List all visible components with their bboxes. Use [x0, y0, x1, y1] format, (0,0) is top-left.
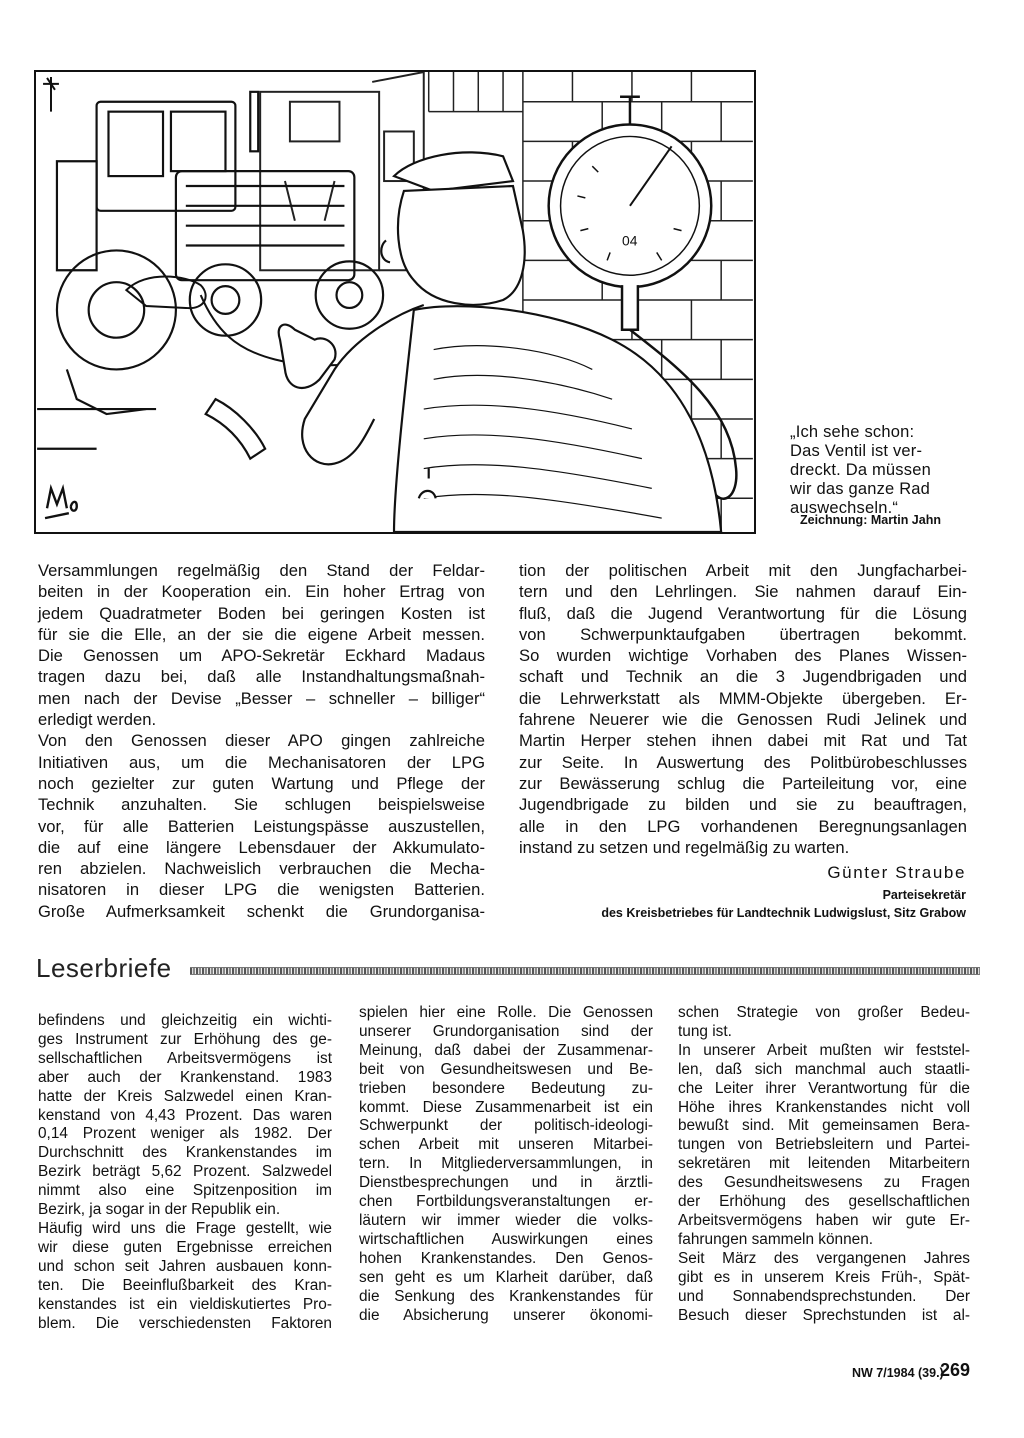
text-line: schen Arbeit mit unseren Mitarbei-	[359, 1136, 653, 1154]
text-line: Von den Genossen dieser APO gingen zahlreiche	[38, 731, 485, 751]
text-line: wir diese guten Ergebnisse erreichen	[38, 1238, 332, 1256]
cartoon-drawing	[36, 72, 754, 532]
caption-line: auswechseln.“	[790, 499, 899, 517]
letters-column-1	[38, 1012, 332, 1333]
text-line: ges Instrument zur Erhöhung des ge-	[38, 1030, 332, 1048]
text-line: des Gesundheitswesens zu Fragen	[678, 1174, 970, 1192]
letters-column-3	[678, 1004, 970, 1325]
page-number: 269	[940, 1360, 971, 1380]
text-line: fahrene Neuerer wie die Genossen Rudi Jelinek und	[519, 710, 967, 730]
text-line: blem. Die verschiedensten Faktoren	[38, 1314, 332, 1332]
text-line: alle in den LPG vorhandenen Beregnungsanlagen	[519, 816, 967, 836]
text-line: Seit März des vergangenen Jahres	[678, 1249, 970, 1267]
text-line: läutern wir immer wieder die volks-	[359, 1211, 653, 1229]
text-line: So wurden wichtige Vorhaben des Planes Wissen-	[519, 646, 967, 666]
drawing-credit: Zeichnung: Martin Jahn	[800, 513, 941, 527]
text-line: Technik anzuhalten. Sie schlugen beispielsweise	[38, 795, 485, 815]
text-line: Jugendbrigade zu bilden und sie zu beauftragen,	[519, 795, 967, 815]
section-heading: Leserbriefe	[36, 953, 172, 983]
text-line: schen Strategie von großer Bedeu-	[678, 1004, 970, 1021]
cartoon-illustration	[34, 70, 756, 534]
text-line: Große Aufmerksamkeit schenkt die Grundorganisa-	[38, 901, 485, 921]
text-line: gibt es in unserem Kreis Früh-, Spät-	[678, 1268, 970, 1286]
text-line: von Schwerpunktaufgaben übertragen bekommt.	[519, 624, 967, 644]
text-line: beiten in der Kooperation ein. Ein hoher Ertrag von	[38, 582, 485, 602]
caption-line: dreckt. Da müssen	[790, 461, 931, 479]
text-line: sellschaftlichen Arbeitsvermögens ist	[38, 1049, 332, 1067]
text-line: die auf eine längere Lebensdauer der Akkumulato-	[38, 837, 485, 857]
text-line: und Sonnabendsprechstunden. Der	[678, 1287, 970, 1305]
text-line: Schwerpunkt der politisch-ideologi-	[359, 1117, 653, 1135]
text-line: tragen dazu bei, daß alle Instandhaltungsmaßnah-	[38, 667, 485, 687]
text-line: tion der politischen Arbeit mit den Jungfacharbei-	[519, 561, 967, 580]
text-line: trieben besondere Bedeutung zu-	[359, 1079, 653, 1097]
text-line: erledigt werden.	[38, 710, 157, 730]
text-line: nimmt also eine Spitzenposition im	[38, 1182, 332, 1200]
text-line: kenstand von 4,43 Prozent. Das waren	[38, 1106, 332, 1124]
caption-line: Das Ventil ist ver-	[790, 442, 923, 460]
gauge-number: 04	[622, 232, 638, 249]
article-column-left	[38, 560, 485, 922]
text-line: len, daß sich manchmal auch staatli-	[678, 1060, 970, 1078]
text-line: wirtschaftlichen Auswirkungen eines	[359, 1230, 653, 1248]
text-line: Dienstbesprechungen und in ärztli-	[359, 1174, 653, 1192]
text-line: tern und den Lehrlingen. Sie nahmen darauf Ein-	[519, 582, 967, 602]
text-line: Initiativen aus, um die Mechanisatoren der LPG	[38, 752, 485, 772]
text-line: für sie die Elle, an der sie die eigene Arbeit messen.	[38, 624, 485, 644]
text-line: hohen Krankenstandes. Den Genos-	[359, 1249, 653, 1267]
cartoon-caption	[790, 423, 990, 518]
artist-signature	[45, 488, 77, 518]
text-line: tung ist.	[678, 1022, 732, 1040]
section-rule	[190, 967, 980, 975]
text-line: tungen von Betriebsleitern und Partei-	[678, 1136, 970, 1154]
text-line: jedem Quadratmeter Boden bei geringen Kosten ist	[38, 603, 485, 623]
text-line: nisatoren in dieser LPG die wenigsten Batterien.	[38, 880, 485, 900]
text-line: unserer Grundorganisation sind der	[359, 1022, 653, 1040]
text-line: chen Fortbildungsveranstaltungen er-	[359, 1193, 653, 1211]
text-line: In unserer Arbeit mußten wir feststel-	[678, 1041, 970, 1059]
text-line: Martin Herper stehen ihnen dabei mit Rat und Tat	[519, 731, 967, 751]
text-line: noch gezielter zur guten Wartung und Pflege der	[38, 773, 485, 793]
article-column-right	[519, 560, 967, 858]
text-line: sekretären mit leitenden Mitarbeitern	[678, 1155, 970, 1173]
text-line: kenstandes ist ein vieldiskutiertes Pro-	[38, 1295, 332, 1313]
text-line: Höhe ihres Krankenstandes nicht voll	[678, 1098, 970, 1116]
text-line: bewußt sind. Mit gemeinsamen Bera-	[678, 1117, 970, 1135]
text-line: men nach der Devise „Besser – schneller – billiger“	[38, 688, 485, 708]
text-line: aber auch der Krankenstand. 1983	[38, 1068, 332, 1086]
text-line: die Senkung des Krankenstandes für	[359, 1287, 653, 1305]
text-line: sen geht es um Klarheit darüber, daß	[359, 1268, 653, 1286]
text-line: Durchschnitt des Krankenstandes im	[38, 1144, 332, 1162]
text-line: und schon seit Jahren ausbauen konn-	[38, 1257, 332, 1275]
text-line: die Lehrwerkstatt als MMM-Objekte übergeben. Er-	[519, 688, 967, 708]
text-line: hatte der Kreis Salzwedel einen Kran-	[38, 1087, 332, 1105]
text-line: der Erhöhung des gesellschaftlichen	[678, 1193, 970, 1211]
text-line: 0,14 Prozent weniger als 1982. Der	[38, 1125, 332, 1143]
text-line: die Absicherung unserer ökonomi-	[359, 1306, 653, 1324]
text-line: instand zu setzen und regelmäßig zu warten.	[519, 837, 850, 857]
text-line: Die Genossen um APO-Sekretär Eckhard Madaus	[38, 646, 485, 666]
article-author: Günter Straube	[827, 863, 966, 882]
text-line: kommt. Diese Zusammenarbeit ist ein	[359, 1098, 653, 1116]
caption-line: „Ich sehe schon:	[790, 423, 915, 441]
text-line: Arbeitsvermögens haben wir gute Er-	[678, 1211, 970, 1229]
text-line: schaft und Technik an die 3 Jugendbrigaden und	[519, 667, 967, 687]
text-line: che Leiter ihrer Verantwortung für die	[678, 1079, 970, 1097]
caption-line: wir das ganze Rad	[790, 480, 931, 498]
letters-column-2	[359, 1004, 653, 1325]
text-line: spielen hier eine Rolle. Die Genossen	[359, 1004, 653, 1021]
text-line: Besuch dieser Sprechstunden ist al-	[678, 1306, 970, 1324]
author-role: Parteisekretär	[882, 888, 966, 902]
text-line: zur Seite. In Auswertung des Politbürobeschlusses	[519, 752, 967, 772]
text-line: Häufig wird uns die Frage gestellt, wie	[38, 1219, 332, 1237]
text-line: Versammlungen regelmäßig den Stand der Feldar-	[38, 561, 485, 580]
text-line: ten. Die Beeinflußbarkeit des Kran-	[38, 1276, 332, 1294]
text-line: fluß, daß die Jugend Verantwortung für die Lösung	[519, 603, 967, 623]
issue-reference: NW 7/1984 (39.)	[852, 1366, 944, 1380]
author-organization: des Kreisbetriebes für Landtechnik Ludwigslust, Sitz Grabow	[601, 906, 966, 920]
text-line: beit von Gesundheitswesen und Be-	[359, 1060, 653, 1078]
text-line: Meinung, daß dabei der Zusammenar-	[359, 1041, 653, 1059]
text-line: Bezirk beträgt 5,62 Prozent. Salzwedel	[38, 1163, 332, 1181]
text-line: zur Bewässerung schlug die Parteileitung vor, eine	[519, 773, 967, 793]
text-line: fahrungen sammeln können.	[678, 1230, 874, 1248]
text-line: tern. In Mitgliederversammlungen, in	[359, 1155, 653, 1173]
text-line: vor, für alle Batterien Leistungspässe auszustellen,	[38, 816, 485, 836]
antenna	[43, 77, 59, 112]
text-line: befindens und gleichzeitig ein wichti-	[38, 1012, 332, 1029]
text-line: ren abzielen. Nachweislich verbrauchen die Mecha-	[38, 859, 485, 879]
text-line: Bezirk, ja sogar in der Republik ein.	[38, 1201, 281, 1219]
